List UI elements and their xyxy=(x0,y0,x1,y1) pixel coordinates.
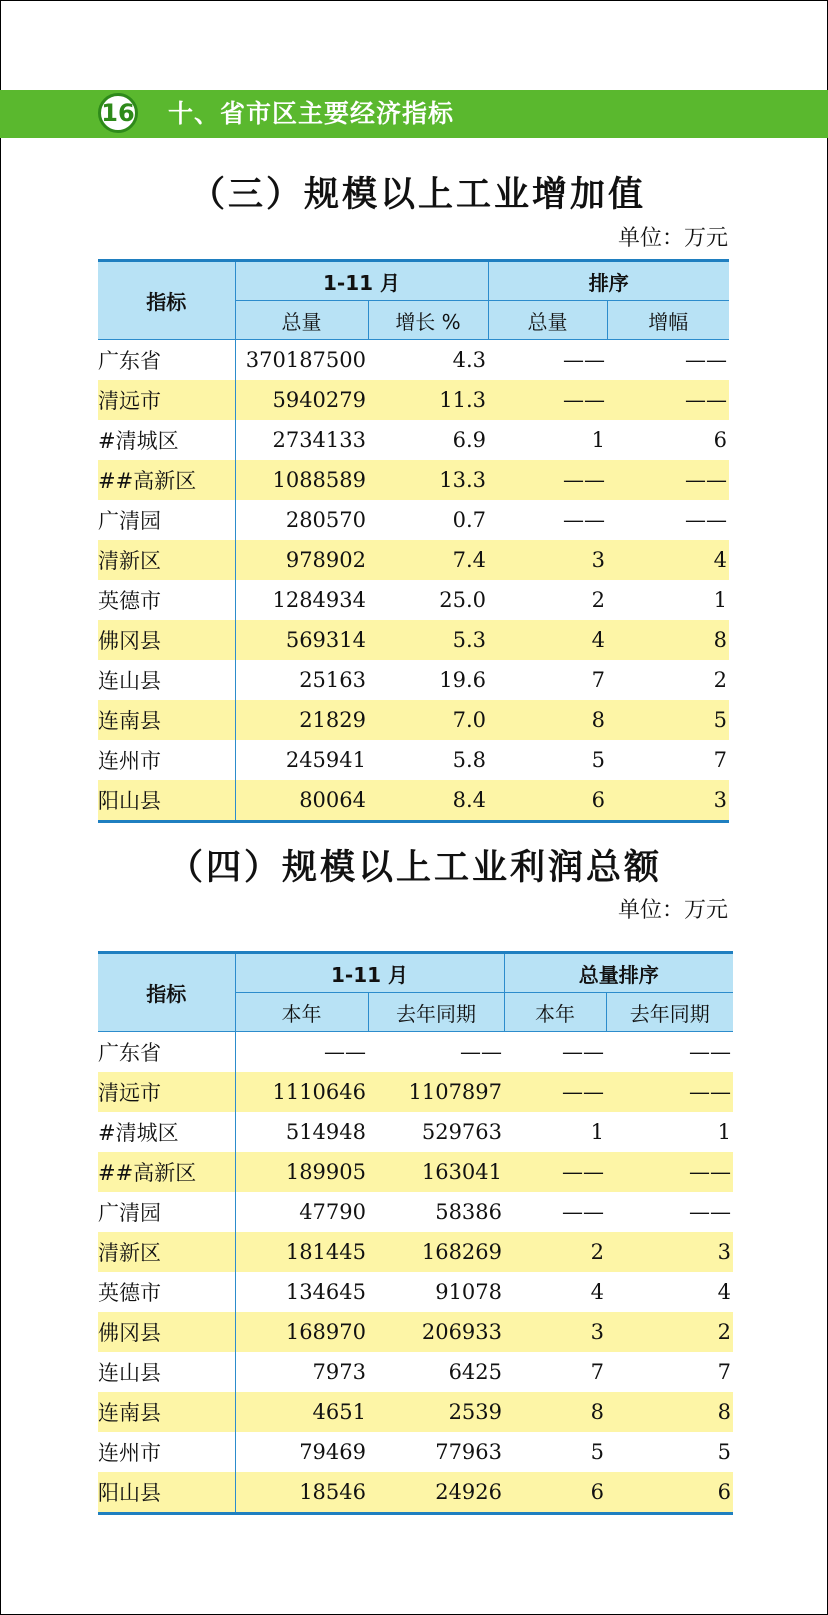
cell-rank-this-year: 2 xyxy=(504,1232,606,1272)
cell-rank-last-year: —— xyxy=(606,1152,733,1192)
cell-this-year: —— xyxy=(324,1040,366,1064)
table-row xyxy=(98,740,729,780)
table-row xyxy=(98,660,729,700)
cell-rank-total: 7 xyxy=(591,668,606,692)
table-row xyxy=(98,1032,733,1073)
cell-growth: 8.4 xyxy=(368,780,488,822)
cell-total: 978902 xyxy=(235,540,368,580)
table-row xyxy=(98,1272,733,1312)
cell-rank-total: —— xyxy=(488,460,607,500)
row-label: 连山县 xyxy=(98,1352,235,1392)
row-label: 阳山县 xyxy=(98,780,235,822)
cell-this-year: 18546 xyxy=(235,1472,368,1514)
row-label: ##高新区 xyxy=(98,1152,235,1192)
cell-rank-total: 4 xyxy=(488,620,607,660)
row-label: 英德市 xyxy=(98,1272,235,1312)
cell-total: 25163 xyxy=(299,668,366,692)
cell-rank-growth: 4 xyxy=(607,540,729,580)
row-label: 广清园 xyxy=(98,1192,235,1232)
cell-rank-growth: 8 xyxy=(607,620,729,660)
cell-growth: 4.3 xyxy=(452,348,487,372)
cell-rank-last-year: 3 xyxy=(606,1232,733,1272)
industrial-value-added-table xyxy=(98,259,729,823)
cell-growth: 6.9 xyxy=(452,428,487,452)
table-row xyxy=(98,620,729,660)
row-label: 广东省 xyxy=(98,1032,235,1073)
cell-this-year: 79469 xyxy=(299,1440,366,1464)
cell-rank-total: —— xyxy=(488,380,607,420)
industrial-profit-table xyxy=(98,951,733,1515)
cell-total: 1088589 xyxy=(235,460,368,500)
cell-last-year: 24926 xyxy=(368,1472,504,1514)
cell-this-year: 181445 xyxy=(235,1232,368,1272)
cell-total: 1284934 xyxy=(272,588,366,612)
row-label: 连州市 xyxy=(98,1432,235,1472)
cell-rank-growth: —— xyxy=(607,460,729,500)
cell-this-year: 1110646 xyxy=(235,1072,368,1112)
row-label: 英德市 xyxy=(98,580,235,620)
cell-this-year: 4651 xyxy=(235,1392,368,1432)
cell-rank-this-year: —— xyxy=(562,1200,605,1224)
cell-rank-last-year: 2 xyxy=(606,1312,733,1352)
cell-rank-growth: —— xyxy=(607,380,729,420)
cell-rank-total: 2 xyxy=(591,588,606,612)
page-number-badge: 16 xyxy=(98,93,138,133)
row-label: #清城区 xyxy=(98,420,235,460)
col-header-period: 1-11 月 xyxy=(235,261,488,301)
table-row xyxy=(98,540,729,580)
cell-rank-this-year: 6 xyxy=(504,1472,606,1514)
row-label: ##高新区 xyxy=(98,460,235,500)
col-header-indicator: 指标 xyxy=(98,261,235,340)
cell-rank-last-year: 1 xyxy=(717,1120,732,1144)
cell-rank-this-year: 8 xyxy=(504,1392,606,1432)
table-row xyxy=(98,1112,733,1152)
cell-total: 370187500 xyxy=(245,348,366,372)
cell-rank-growth: 1 xyxy=(713,588,728,612)
cell-rank-last-year: 4 xyxy=(717,1280,732,1304)
table-row xyxy=(98,420,729,460)
cell-last-year: 168269 xyxy=(368,1232,504,1272)
table-row xyxy=(98,700,729,740)
section1-unit: 单位：万元 xyxy=(617,226,728,251)
cell-rank-this-year: 7 xyxy=(590,1360,605,1384)
cell-rank-total: 6 xyxy=(488,780,607,822)
cell-rank-growth: 5 xyxy=(607,700,729,740)
cell-rank-total: 1 xyxy=(591,428,606,452)
cell-rank-total: 5 xyxy=(591,748,606,772)
row-label: 连南县 xyxy=(98,700,235,740)
table-row xyxy=(98,1152,733,1192)
cell-rank-total: —— xyxy=(563,348,606,372)
cell-rank-growth: 3 xyxy=(607,780,729,822)
cell-last-year: —— xyxy=(460,1040,503,1064)
col-header-indicator: 指标 xyxy=(98,953,235,1032)
cell-rank-last-year: 6 xyxy=(606,1472,733,1514)
row-label: 清新区 xyxy=(98,540,235,580)
cell-last-year: 1107897 xyxy=(368,1072,504,1112)
cell-this-year: 47790 xyxy=(299,1200,366,1224)
cell-total: 80064 xyxy=(235,780,368,822)
col-header-last-year: 去年同期 xyxy=(368,993,504,1032)
row-label: 清远市 xyxy=(98,380,235,420)
row-label: 连南县 xyxy=(98,1392,235,1432)
cell-growth: 5.8 xyxy=(452,748,487,772)
row-label: 连州市 xyxy=(98,740,235,780)
cell-growth: 19.6 xyxy=(439,668,487,692)
cell-total: 5940279 xyxy=(235,380,368,420)
section2-unit: 单位：万元 xyxy=(617,898,728,923)
table-row xyxy=(98,1472,733,1514)
table-row xyxy=(98,580,729,620)
cell-rank-last-year: 5 xyxy=(717,1440,732,1464)
cell-rank-last-year: 8 xyxy=(606,1392,733,1432)
table-row xyxy=(98,460,729,500)
row-label: 佛冈县 xyxy=(98,620,235,660)
row-label: 清新区 xyxy=(98,1232,235,1272)
cell-rank-total: 3 xyxy=(488,540,607,580)
row-label: #清城区 xyxy=(98,1112,235,1152)
cell-last-year: 91078 xyxy=(435,1280,503,1304)
table-row xyxy=(98,1192,733,1232)
cell-rank-growth: —— xyxy=(685,508,728,532)
cell-rank-last-year: 7 xyxy=(717,1360,732,1384)
col-header-rank: 排序 xyxy=(488,261,729,301)
cell-rank-last-year: —— xyxy=(689,1200,732,1224)
col-header-total: 总量 xyxy=(235,301,368,340)
cell-growth: 0.7 xyxy=(452,508,487,532)
row-label: 阳山县 xyxy=(98,1472,235,1514)
cell-growth: 7.0 xyxy=(368,700,488,740)
cell-this-year: 514948 xyxy=(285,1120,366,1144)
cell-this-year: 189905 xyxy=(235,1152,368,1192)
cell-last-year: 58386 xyxy=(435,1200,503,1224)
cell-rank-total: 8 xyxy=(488,700,607,740)
cell-total: 569314 xyxy=(235,620,368,660)
cell-rank-this-year: —— xyxy=(504,1072,606,1112)
table-row xyxy=(98,1432,733,1472)
cell-growth: 25.0 xyxy=(439,588,487,612)
cell-rank-growth: 7 xyxy=(713,748,728,772)
cell-total: 21829 xyxy=(235,700,368,740)
col-header-this-year: 本年 xyxy=(235,993,368,1032)
cell-rank-growth: 2 xyxy=(713,668,728,692)
row-label: 清远市 xyxy=(98,1072,235,1112)
cell-last-year: 6425 xyxy=(448,1360,503,1384)
cell-growth: 5.3 xyxy=(368,620,488,660)
row-label: 广东省 xyxy=(98,340,235,381)
cell-rank-last-year: —— xyxy=(689,1040,732,1064)
cell-rank-this-year: 4 xyxy=(590,1280,605,1304)
row-label: 连山县 xyxy=(98,660,235,700)
table-row xyxy=(98,780,729,822)
cell-this-year: 7973 xyxy=(312,1360,366,1384)
chapter-title: 十、省市区主要经济指标 xyxy=(168,99,455,128)
table-row xyxy=(98,340,729,381)
cell-rank-this-year: 1 xyxy=(590,1120,605,1144)
cell-last-year: 2539 xyxy=(368,1392,504,1432)
col-header-rank-total: 总量 xyxy=(488,301,607,340)
table-row xyxy=(98,1232,733,1272)
cell-last-year: 529763 xyxy=(421,1120,503,1144)
table-row xyxy=(98,1392,733,1432)
cell-total: 2734133 xyxy=(272,428,366,452)
table-row xyxy=(98,1352,733,1392)
cell-last-year: 163041 xyxy=(368,1152,504,1192)
cell-rank-this-year: 5 xyxy=(590,1440,605,1464)
cell-last-year: 77963 xyxy=(435,1440,503,1464)
cell-total: 280570 xyxy=(285,508,366,532)
col-header-period: 1-11 月 xyxy=(235,953,504,993)
col-header-rank: 总量排序 xyxy=(504,953,733,993)
cell-rank-this-year: —— xyxy=(562,1040,605,1064)
cell-last-year: 206933 xyxy=(368,1312,504,1352)
col-header-growth: 增长 % xyxy=(368,301,488,340)
cell-rank-this-year: —— xyxy=(504,1152,606,1192)
cell-rank-this-year: 3 xyxy=(504,1312,606,1352)
section1-title: （三）规模以上工业增加值 xyxy=(190,175,647,215)
col-header-rank-last-year: 去年同期 xyxy=(606,993,733,1032)
cell-rank-growth: 6 xyxy=(713,428,728,452)
cell-rank-total: —— xyxy=(563,508,606,532)
table-row xyxy=(98,380,729,420)
row-label: 广清园 xyxy=(98,500,235,540)
row-label: 佛冈县 xyxy=(98,1312,235,1352)
table-row xyxy=(98,1072,733,1112)
cell-growth: 13.3 xyxy=(368,460,488,500)
col-header-rank-this-year: 本年 xyxy=(504,993,606,1032)
col-header-rank-growth: 增幅 xyxy=(607,301,729,340)
cell-rank-growth: —— xyxy=(685,348,728,372)
cell-total: 245941 xyxy=(285,748,366,772)
cell-this-year: 168970 xyxy=(235,1312,368,1352)
cell-this-year: 134645 xyxy=(285,1280,366,1304)
table-row xyxy=(98,500,729,540)
cell-growth: 7.4 xyxy=(368,540,488,580)
cell-growth: 11.3 xyxy=(368,380,488,420)
table-row xyxy=(98,1312,733,1352)
section2-title: （四）规模以上工业利润总额 xyxy=(168,848,663,888)
cell-rank-last-year: —— xyxy=(606,1072,733,1112)
